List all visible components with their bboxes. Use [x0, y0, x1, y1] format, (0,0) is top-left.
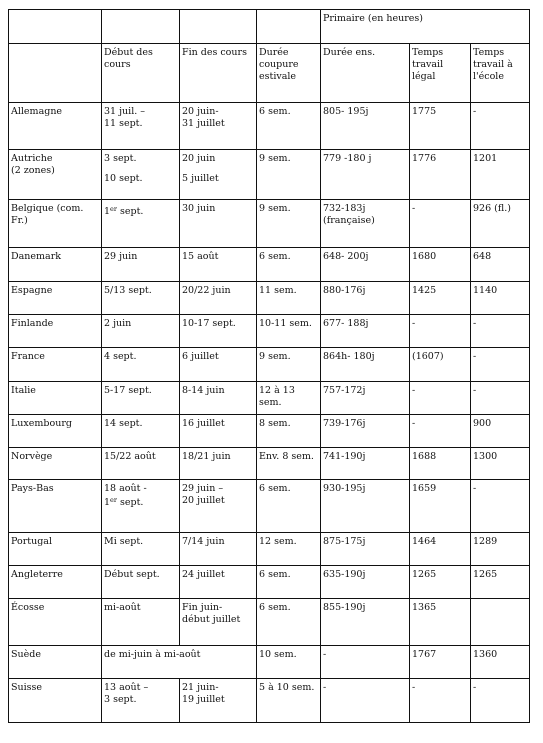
legal-cell: -	[410, 415, 471, 448]
start-cell: 3 sept. 10 sept.	[102, 150, 180, 200]
table-row	[9, 282, 530, 315]
break-cell: Env. 8 sem.	[257, 448, 321, 480]
end-cell: 29 juin – 20 juillet	[180, 480, 257, 533]
school-cell: -	[471, 103, 530, 150]
legal-cell: -	[410, 315, 471, 348]
break-cell: 9 sem.	[257, 348, 321, 382]
break-cell: 10-11 sem.	[257, 315, 321, 348]
school-calendar-table	[8, 9, 530, 723]
table-row	[9, 415, 530, 448]
legal-cell: -	[410, 200, 471, 248]
country-cell: Luxembourg	[9, 415, 102, 448]
break-cell: 6 sem.	[257, 566, 321, 599]
end-cell: 15 août	[180, 248, 257, 282]
header-end: Fin des cours	[180, 44, 257, 103]
end-cell: 20/22 juin	[180, 282, 257, 315]
end-cell: 6 juillet	[180, 348, 257, 382]
country-cell: Espagne	[9, 282, 102, 315]
school-cell: 1201	[471, 150, 530, 200]
break-cell: 5 à 10 sem.	[257, 679, 321, 723]
break-cell: 6 sem.	[257, 480, 321, 533]
duration-cell: 805- 195j	[321, 103, 410, 150]
table-row	[9, 599, 530, 646]
duration-cell: 739-176j	[321, 415, 410, 448]
duration-cell: 635-190j	[321, 566, 410, 599]
start-cell: 1er sept.	[102, 200, 180, 248]
end-cell: 18/21 juin	[180, 448, 257, 480]
school-cell: 1140	[471, 282, 530, 315]
legal-cell: (1607)	[410, 348, 471, 382]
start-cell: 14 sept.	[102, 415, 180, 448]
country-cell: Allemagne	[9, 103, 102, 150]
school-cell: 1265	[471, 566, 530, 599]
table-row	[9, 248, 530, 282]
legal-cell: 1767	[410, 646, 471, 679]
country-cell: Portugal	[9, 533, 102, 566]
table-row	[9, 646, 530, 679]
duration-cell: -	[321, 679, 410, 723]
school-cell: -	[471, 679, 530, 723]
country-cell: Danemark	[9, 248, 102, 282]
start-cell: 15/22 août	[102, 448, 180, 480]
duration-cell: 779 -180 j	[321, 150, 410, 200]
legal-cell: -	[410, 382, 471, 415]
duration-cell: -	[321, 646, 410, 679]
table-row	[9, 480, 530, 533]
country-cell: Belgique (com. Fr.)	[9, 200, 102, 248]
header-duration: Durée ens.	[321, 44, 410, 103]
legal-cell: 1365	[410, 599, 471, 646]
school-cell: 1300	[471, 448, 530, 480]
school-cell: -	[471, 480, 530, 533]
start-cell: 2 juin	[102, 315, 180, 348]
country-cell: Finlande	[9, 315, 102, 348]
break-cell: 12 sem.	[257, 533, 321, 566]
start-cell: mi-août	[102, 599, 180, 646]
end-cell: 7/14 juin	[180, 533, 257, 566]
end-cell: 20 juin- 31 juillet	[180, 103, 257, 150]
break-cell: 11 sem.	[257, 282, 321, 315]
school-cell: 1360	[471, 646, 530, 679]
table-row	[9, 150, 530, 200]
country-cell: Autriche (2 zones)	[9, 150, 102, 200]
end-cell: 24 juillet	[180, 566, 257, 599]
end-cell: Fin juin- début juillet	[180, 599, 257, 646]
duration-cell: 930-195j	[321, 480, 410, 533]
duration-cell: 855-190j	[321, 599, 410, 646]
duration-cell: 732-183j (française)	[321, 200, 410, 248]
duration-cell: 757-172j	[321, 382, 410, 415]
duration-cell: 741-190j	[321, 448, 410, 480]
table-row	[9, 533, 530, 566]
end-cell: 30 juin	[180, 200, 257, 248]
start-cell: 5-17 sept.	[102, 382, 180, 415]
start-cell: 13 août – 3 sept.	[102, 679, 180, 723]
country-cell: Suisse	[9, 679, 102, 723]
end-cell: 21 juin- 19 juillet	[180, 679, 257, 723]
break-cell: 9 sem.	[257, 150, 321, 200]
school-cell: -	[471, 315, 530, 348]
duration-cell: 677- 188j	[321, 315, 410, 348]
duration-cell: 864h- 180j	[321, 348, 410, 382]
table-row	[9, 679, 530, 723]
legal-cell: 1464	[410, 533, 471, 566]
country-cell: Pays-Bas	[9, 480, 102, 533]
break-cell: 10 sem.	[257, 646, 321, 679]
table-row	[9, 200, 530, 248]
school-cell: 648	[471, 248, 530, 282]
legal-cell: 1775	[410, 103, 471, 150]
legal-cell: 1776	[410, 150, 471, 200]
country-cell: Suède	[9, 646, 102, 679]
break-cell: 12 à 13 sem.	[257, 382, 321, 415]
duration-cell: 880-176j	[321, 282, 410, 315]
legal-cell: 1659	[410, 480, 471, 533]
school-cell: -	[471, 348, 530, 382]
start-cell: 4 sept.	[102, 348, 180, 382]
country-cell: France	[9, 348, 102, 382]
break-cell: 8 sem.	[257, 415, 321, 448]
header-school-time: Temps travail à l'école	[471, 44, 530, 103]
header-break: Durée coupure estivale	[257, 44, 321, 103]
break-cell: 9 sem.	[257, 200, 321, 248]
country-cell: Italie	[9, 382, 102, 415]
school-cell	[471, 599, 530, 646]
start-cell: Début sept.	[102, 566, 180, 599]
legal-cell: -	[410, 679, 471, 723]
duration-cell: 648- 200j	[321, 248, 410, 282]
table-row	[9, 103, 530, 150]
school-cell: -	[471, 382, 530, 415]
start-cell: 31 juil. – 11 sept.	[102, 103, 180, 150]
legal-cell: 1688	[410, 448, 471, 480]
break-cell: 6 sem.	[257, 103, 321, 150]
header-legal-time: Temps travail légal	[410, 44, 471, 103]
end-cell: 10-17 sept.	[180, 315, 257, 348]
school-cell: 926 (fl.)	[471, 200, 530, 248]
country-cell: Angleterre	[9, 566, 102, 599]
country-cell: Écosse	[9, 599, 102, 646]
group-header-primaire: Primaire (en heures)	[321, 10, 530, 44]
start-cell: Mi sept.	[102, 533, 180, 566]
header-start: Début des cours	[102, 44, 180, 103]
start-cell: 5/13 sept.	[102, 282, 180, 315]
table-row	[9, 566, 530, 599]
end-cell: 16 juillet	[180, 415, 257, 448]
start-cell: 18 août - 1er sept.	[102, 480, 180, 533]
break-cell: 6 sem.	[257, 599, 321, 646]
country-cell: Norvège	[9, 448, 102, 480]
school-cell: 900	[471, 415, 530, 448]
table-row	[9, 448, 530, 480]
legal-cell: 1680	[410, 248, 471, 282]
duration-cell: 875-175j	[321, 533, 410, 566]
column-header-row	[9, 44, 530, 103]
table-row	[9, 382, 530, 415]
table-row	[9, 348, 530, 382]
start-cell: 29 juin	[102, 248, 180, 282]
legal-cell: 1425	[410, 282, 471, 315]
group-header-row	[9, 10, 530, 44]
legal-cell: 1265	[410, 566, 471, 599]
table-row	[9, 315, 530, 348]
end-cell: 20 juin 5 juillet	[180, 150, 257, 200]
school-cell: 1289	[471, 533, 530, 566]
start-end-merged-cell: de mi-juin à mi-août	[102, 646, 257, 679]
break-cell: 6 sem.	[257, 248, 321, 282]
header-country	[9, 44, 102, 103]
end-cell: 8-14 juin	[180, 382, 257, 415]
